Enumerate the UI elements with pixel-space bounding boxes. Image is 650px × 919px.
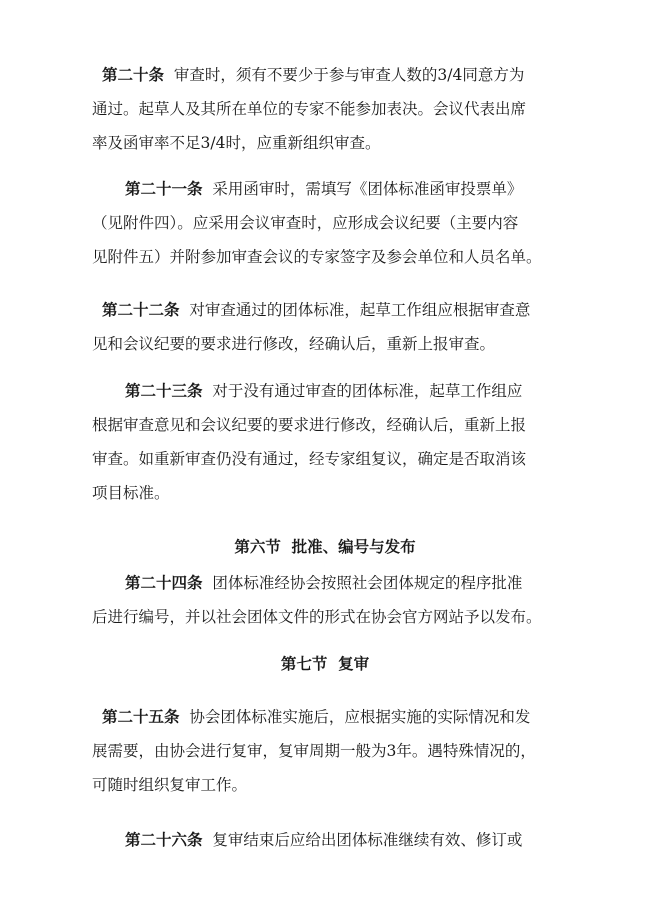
article-line: 通过。起草人及其所在单位的专家不能参加表决。会议代表出席 — [92, 100, 527, 118]
section-heading-6 — [0, 530, 650, 564]
article-25 — [92, 700, 582, 802]
article-line: 根据审查意见和会议纪要的要求进行修改，经确认后，重新上报 — [92, 416, 527, 434]
article-number: 第二十条 — [102, 66, 165, 84]
article-24 — [92, 566, 582, 634]
article-21 — [92, 172, 582, 274]
section-title: 批准、编号与发布 — [291, 538, 416, 556]
article-number: 第二十六条 — [125, 831, 203, 849]
article-line: 第二十二条 对审查通过的团体标准，起草工作组应根据审查意 — [102, 301, 531, 319]
article-20 — [92, 58, 582, 160]
article-23 — [92, 374, 582, 510]
article-number: 第二十四条 — [125, 574, 203, 592]
article-line: 后进行编号，并以社会团体文件的形式在协会官方网站予以发布。 — [92, 608, 542, 626]
article-line: 第二十三条 对于没有通过审查的团体标准，起草工作组应 — [125, 382, 523, 400]
article-line: 第二十条 审查时，须有不要少于参与审查人数的3/4同意方为 — [102, 66, 525, 84]
article-26 — [92, 823, 582, 857]
article-line: 第二十五条 协会团体标准实施后，应根据实施的实际情况和发 — [102, 708, 531, 726]
article-line: 审查。如重新审查仍没有通过，经专家组复议，确定是否取消该 — [92, 450, 527, 468]
section-label: 第七节 — [280, 655, 328, 673]
article-line: 可随时组织复审工作。 — [92, 776, 248, 794]
article-line: 第二十一条 采用函审时，需填写《团体标准函审投票单》 — [125, 180, 523, 198]
article-line: 展需要，由协会进行复审，复审周期一般为3年。遇特殊情况的， — [92, 742, 536, 760]
article-number: 第二十五条 — [102, 708, 180, 726]
article-number: 第二十一条 — [125, 180, 203, 198]
section-title: 复审 — [338, 655, 370, 673]
article-number: 第二十二条 — [102, 301, 180, 319]
article-22 — [92, 293, 582, 361]
article-line: 见和会议纪要的要求进行修改，经确认后，重新上报审查。 — [92, 335, 496, 353]
section-label: 第六节 — [234, 538, 281, 556]
article-line: 率及函审率不足3/4时，应重新组织审查。 — [92, 134, 381, 152]
article-line: 项目标准。 — [92, 484, 170, 502]
article-line: 见附件五）并附参加审查会议的专家签字及参会单位和人员名单。 — [92, 248, 542, 266]
article-number: 第二十三条 — [125, 382, 203, 400]
section-heading-7 — [0, 647, 650, 681]
article-line: （见附件四）。应采用会议审查时，应形成会议纪要（主要内容 — [92, 214, 519, 232]
article-line: 第二十六条 复审结束后应给出团体标准继续有效、修订或 — [125, 831, 523, 849]
article-line: 第二十四条 团体标准经协会按照社会团体规定的程序批准 — [125, 574, 523, 592]
